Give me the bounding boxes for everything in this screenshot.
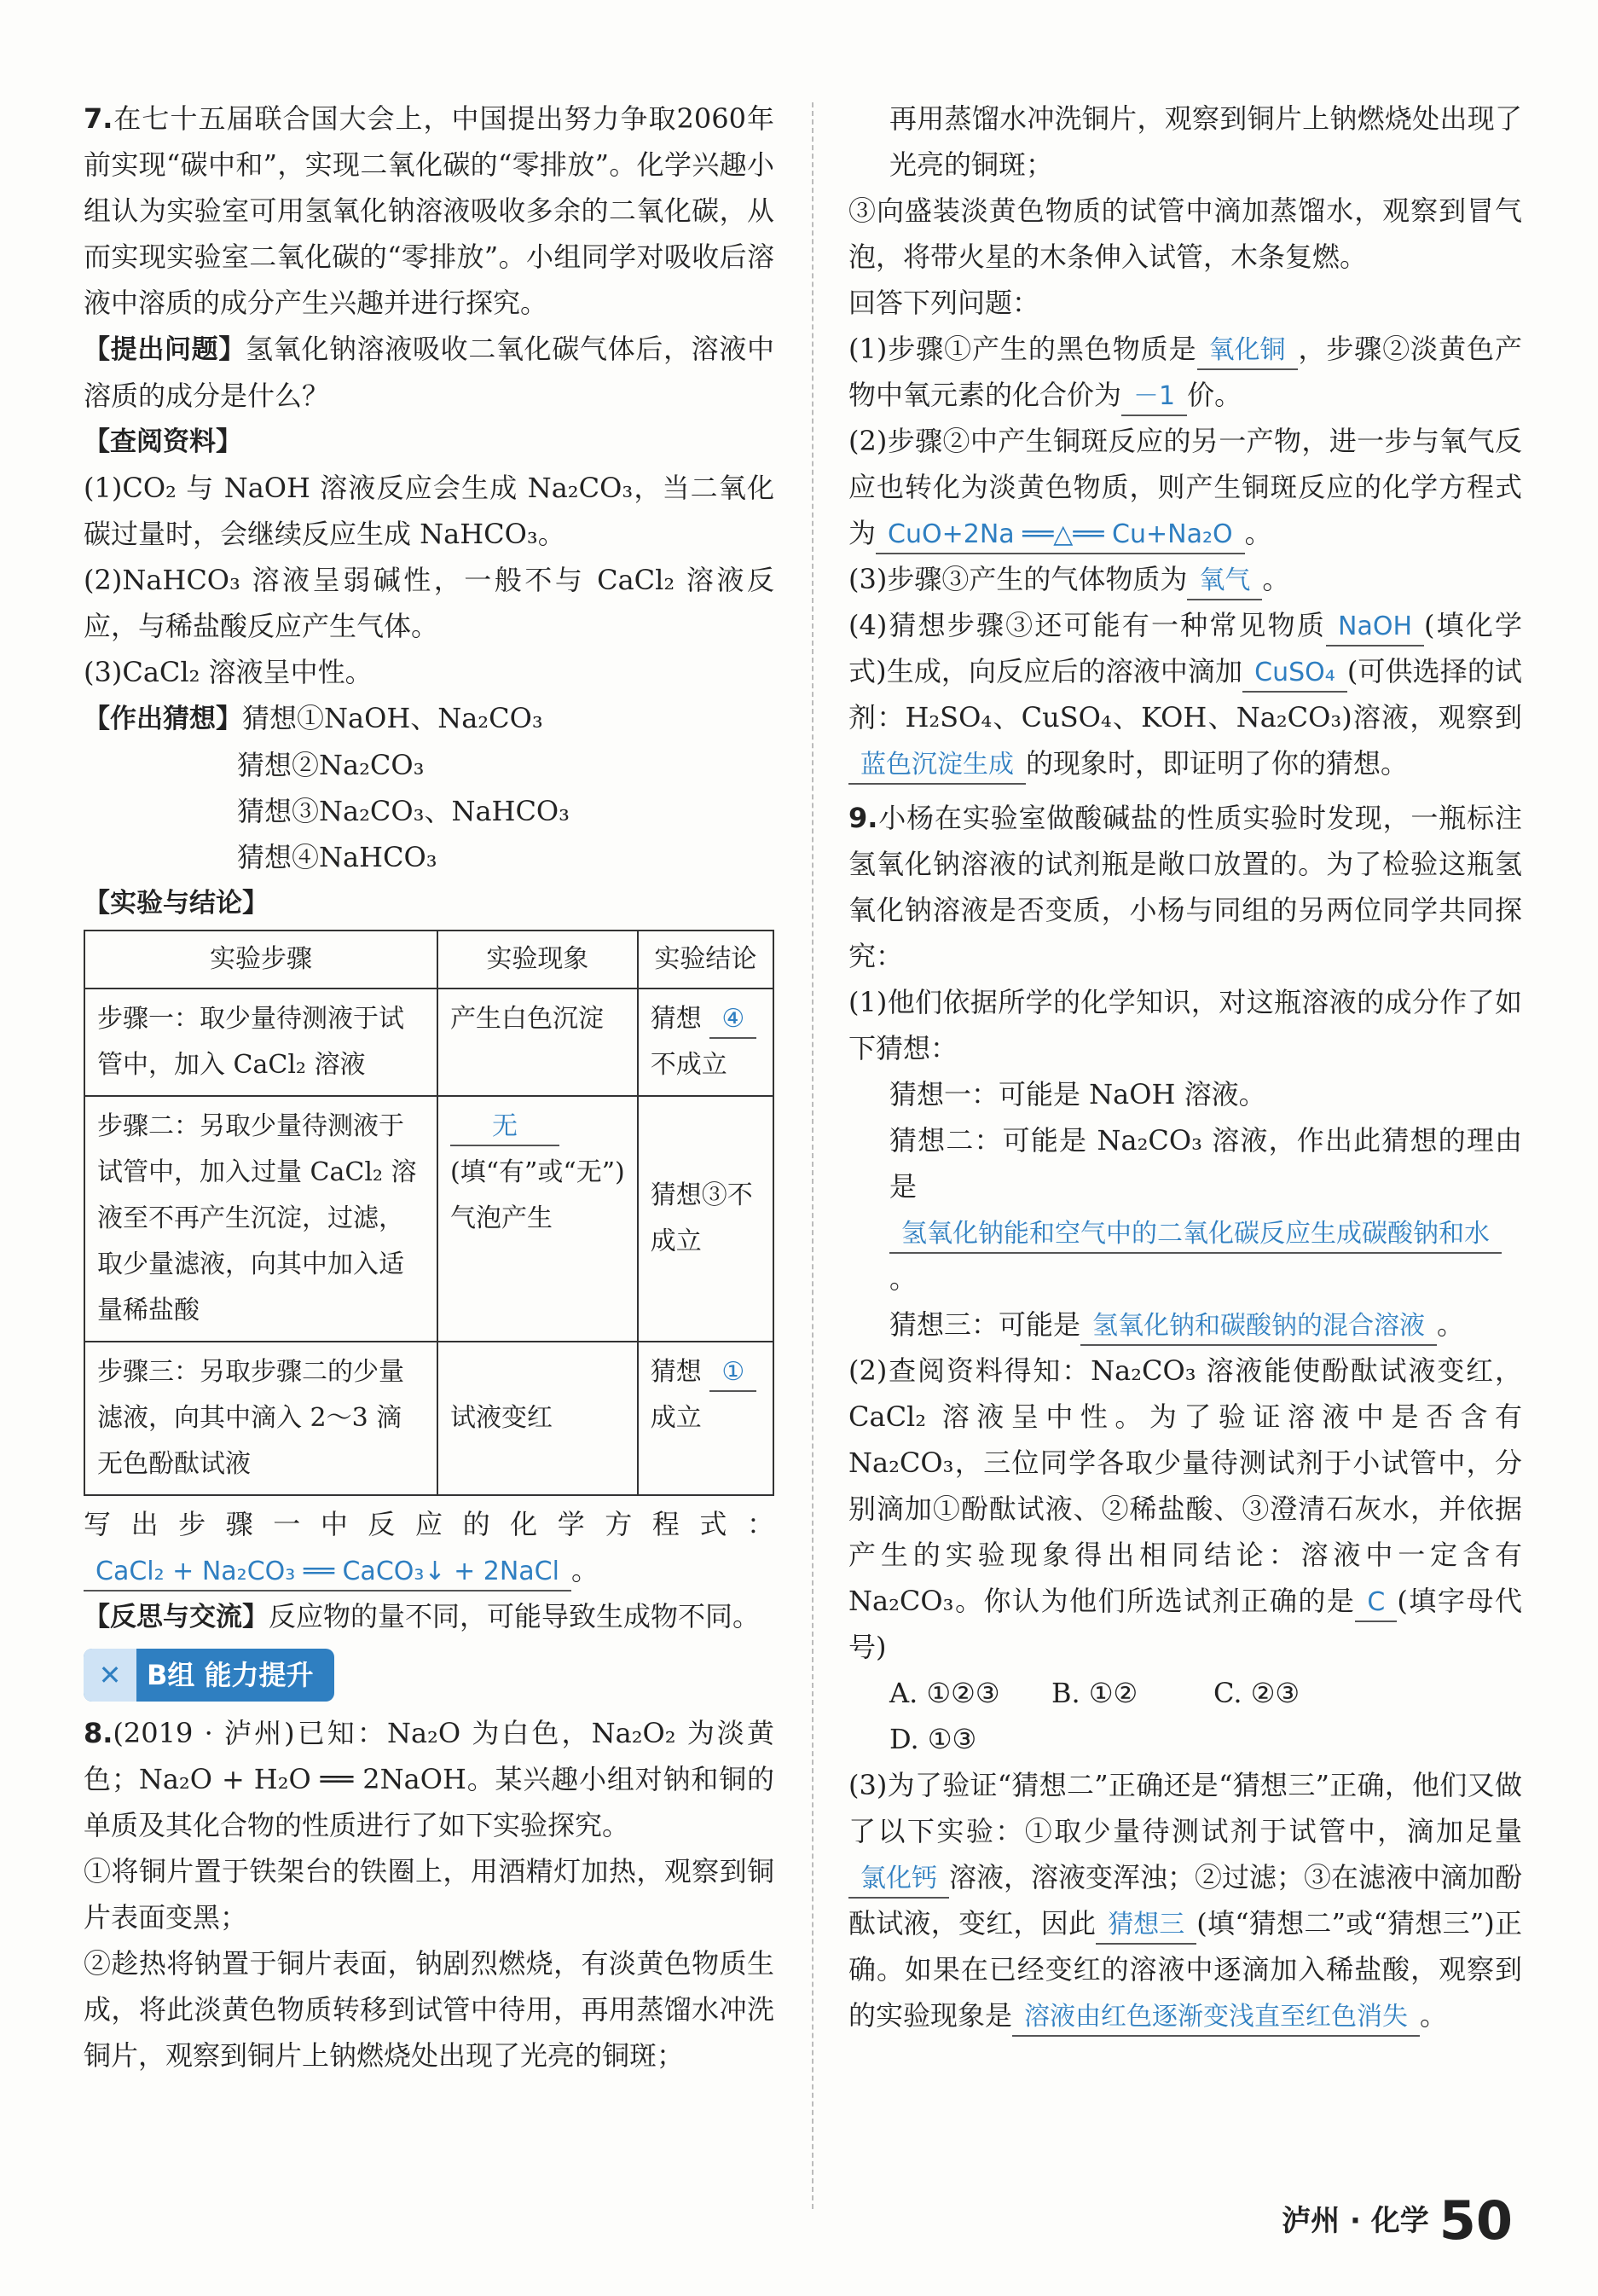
q7-guess4: 猜想④NaHCO₃ xyxy=(237,841,437,873)
q7-guess2: 猜想②Na₂CO₃ xyxy=(237,749,425,781)
table-header-observation: 实验现象 xyxy=(437,931,638,989)
q7-equation: 写出步骤一中反应的化学方程式：CaCl₂ + Na₂CO₃ ══ CaCO₃↓ + 2NaCl 。 xyxy=(84,1501,774,1593)
q9-p1: (1)他们依据所学的化学知识，对这瓶溶液的成分作了如下猜想： xyxy=(848,986,1522,1064)
answer-blank: CuO+2Na ══△══ Cu+Na₂O xyxy=(876,517,1245,554)
q8-a3: (3)步骤③产生的气体物质为 氧气 。 xyxy=(848,556,1522,602)
option-b: B. ①② xyxy=(1051,1677,1138,1709)
q8-step2-continued: 再用蒸馏水冲洗铜片，观察到铜片上钠燃烧处出现了光亮的铜斑； xyxy=(889,102,1522,181)
answer-blank: 无 xyxy=(450,1109,559,1146)
table-cell-step: 步骤三：另取步骤二的少量滤液，向其中滴入 2～3 滴无色酚酞试液 xyxy=(84,1342,437,1495)
q8-step2: ②趁热将钠置于铜片表面，钠剧烈燃烧，有淡黄色物质生成，将此淡黄色物质转移到试管中待用，再用蒸馏水冲洗铜片，观察到铜片上钠燃烧处出现了光亮的铜斑； xyxy=(84,1947,774,2072)
answer-blank: ④ xyxy=(709,1001,756,1039)
answer-blank: 氧气 xyxy=(1187,563,1262,600)
table-header-row xyxy=(84,931,773,989)
option-d: D. ①③ xyxy=(889,1723,977,1755)
table-cell-conclusion: 猜想 ① 成立 xyxy=(638,1342,773,1495)
q8-intro: 8.(2019 · 泸州)已知：Na₂O 为白色，Na₂O₂ 为淡黄色；Na₂O + H₂O ══ 2NaOH。某兴趣小组对钠和铜的单质及其化合物的性质进行了如下实验探究。 xyxy=(84,1717,774,1841)
option-c: C. ②③ xyxy=(1213,1677,1300,1709)
q7-ref-heading: 【查阅资料】 xyxy=(84,426,242,457)
table-cell-conclusion: 猜想③不成立 xyxy=(638,1096,773,1342)
table-cell-observation: 产生白色沉淀 xyxy=(437,989,638,1096)
q7-guess3: 猜想③Na₂CO₃、NaHCO₃ xyxy=(237,795,570,827)
answer-blank: 氯化钙 xyxy=(848,1861,949,1899)
table-cell-observation: 试液变红 xyxy=(437,1342,638,1495)
q9-p3: (3)为了验证“猜想二”正确还是“猜想三”正确，他们又做了以下实验：①取少量待测试剂于试管中，滴加足量氯化钙 溶液，溶液变浑浊；②过滤；③在滤液中滴加酚酞试液，变红，因此 猜想三 (填“猜想二”或“猜想三”)正确。如果在已经变红的溶液中逐滴加入稀盐酸，观察到的实验现象是 溶液由红色逐渐变浅直至红色消失 。 xyxy=(848,1762,1522,2038)
q7-ref3: (3)CaCl₂ 溶液呈中性。 xyxy=(84,656,373,688)
answer-blank: 猜想三 xyxy=(1096,1907,1196,1945)
answer-blank: －1 xyxy=(1121,379,1187,416)
q8-step3: ③向盛装淡黄色物质的试管中滴加蒸馏水，观察到冒气泡，将带火星的木条伸入试管，木条复燃。 xyxy=(848,194,1522,273)
answer-blank: C xyxy=(1355,1585,1397,1622)
q7-intro: 7.在七十五届联合国大会上，中国提出努力争取2060年前实现“碳中和”，实现二氧化碳的“零排放”。化学兴趣小组认为实验室可用氢氧化钠溶液吸收多余的二氧化碳，从而实现实验室二氧化碳的“零排放”。小组同学对吸收后溶液中溶质的成分产生兴趣并进行探究。 xyxy=(84,102,774,319)
q7-guess1: 【作出猜想】猜想①NaOH、Na₂CO₃ xyxy=(84,702,543,734)
q9-number: 9. xyxy=(848,802,878,834)
answer-blank: ① xyxy=(709,1354,756,1392)
answer-blank: 蓝色沉淀生成 xyxy=(848,747,1026,785)
q7-reflect: 【反思与交流】反应物的量不同，可能导致生成物不同。 xyxy=(84,1600,761,1632)
answer-blank: CuSO₄ xyxy=(1242,655,1347,693)
q7-exp-heading: 【实验与结论】 xyxy=(84,888,269,919)
table-row xyxy=(84,1342,773,1495)
q7-ref2: (2)NaHCO₃ 溶液呈弱碱性，一般不与 CaCl₂ 溶液反应，与稀盐酸反应产生气体。 xyxy=(84,564,774,642)
q9-guess2: 猜想二：可能是 Na₂CO₃ 溶液，作出此猜想的理由是氢氧化钠能和空气中的二氧化碳反应生成碳酸钠和水。 xyxy=(889,1124,1522,1295)
answer-blank: CaCl₂ + Na₂CO₃ ══ CaCO₃↓ + 2NaCl xyxy=(84,1554,571,1592)
q8-a2: (2)步骤②中产生铜斑反应的另一产物，进一步与氧气反应也转化为淡黄色物质，则产生铜斑反应的化学方程式为 CuO+2Na ══△══ Cu+Na₂O 。 xyxy=(848,418,1522,556)
table-row xyxy=(84,1096,773,1342)
q8-a4: (4)猜想步骤③还可能有一种常见物质 NaOH (填化学式)生成，向反应后的溶液中滴加 CuSO₄ (可供选择的试剂：H₂SO₄、CuSO₄、KOH、Na₂CO₃)溶液，观察到蓝色沉淀生成 的现象时，即证明了你的猜想。 xyxy=(848,602,1522,786)
table-row xyxy=(84,989,773,1096)
table-cell-step: 步骤一：取少量待测液于试管中，加入 CaCl₂ 溶液 xyxy=(84,989,437,1096)
answer-blank: 氢氧化钠和碳酸钠的混合溶液 xyxy=(1080,1308,1437,1346)
q7-question: 【提出问题】氢氧化钠溶液吸收二氧化碳气体后，溶液中溶质的成分是什么？ xyxy=(84,333,774,412)
section-b-banner: ✕ B组 能力提升 xyxy=(84,1649,334,1702)
table-header-step: 实验步骤 xyxy=(84,931,437,989)
left-column xyxy=(84,96,774,2072)
q9-guess1: 猜想一：可能是 NaOH 溶液。 xyxy=(889,1078,1266,1110)
q9-intro: 9.小杨在实验室做酸碱盐的性质实验时发现，一瓶标注氢氧化钠溶液的试剂瓶是敞口放置的。为了检验这瓶氢氧化钠溶液是否变质，小杨与同组的另两位同学共同探究： xyxy=(848,802,1522,972)
table-cell-step: 步骤二：另取少量待测液于试管中，加入过量 CaCl₂ 溶液至不再产生沉淀，过滤，取少量滤液，向其中加入适量稀盐酸 xyxy=(84,1096,437,1342)
experiment-table xyxy=(84,930,774,1496)
answer-blank: 溶液由红色逐渐变浅直至红色消失 xyxy=(1012,1999,1420,2037)
page-footer xyxy=(1282,2189,1513,2252)
answer-blank: 氧化铜 xyxy=(1197,333,1298,370)
q7-ref1: (1)CO₂ 与 NaOH 溶液反应会生成 Na₂CO₃，当二氧化碳过量时，会继续反应生成 NaHCO₃。 xyxy=(84,472,774,550)
option-a: A. ①②③ xyxy=(889,1677,1000,1709)
q8-step1: ①将铜片置于铁架台的铁圈上，用酒精灯加热，观察到铜片表面变黑； xyxy=(84,1855,774,1934)
footer-title: 泸州 · 化学 xyxy=(1282,2204,1429,2238)
q9-guess3: 猜想三：可能是 氢氧化钠和碳酸钠的混合溶液 。 xyxy=(848,1302,1522,1348)
answer-blank: NaOH xyxy=(1326,609,1424,646)
right-column xyxy=(848,96,1522,2038)
q9-options xyxy=(848,1670,1522,1762)
table-cell-observation: 无 (填“有”或“无”)气泡产生 xyxy=(437,1096,638,1342)
table-header-conclusion: 实验结论 xyxy=(638,931,773,989)
column-divider xyxy=(812,102,813,2209)
table-cell-conclusion: 猜想 ④ 不成立 xyxy=(638,989,773,1096)
answer-blank: 氢氧化钠能和空气中的二氧化碳反应生成碳酸钠和水 xyxy=(889,1216,1502,1254)
expand-arrows-icon: ✕ xyxy=(84,1649,136,1702)
q9-p2: (2)查阅资料得知：Na₂CO₃ 溶液能使酚酞试液变红，CaCl₂ 溶液呈中性。为了验证溶液中是否含有 Na₂CO₃，三位同学各取少量待测试剂于小试管中，分别滴加①酚酞试液、②稀盐酸、③澄清石灰水，并依据产生的实验现象得出相同结论：溶液中一定含有 Na₂CO₃。你认为他们所选试剂正确的是 C (填字母代号) xyxy=(848,1354,1522,1663)
q8-a1: (1)步骤①产生的黑色物质是 氧化铜 ，步骤②淡黄色产物中氧元素的化合价为 －1 价。 xyxy=(848,326,1522,418)
q8-answer-heading: 回答下列问题： xyxy=(848,287,1040,319)
q7-number: 7. xyxy=(84,102,113,135)
q8-number: 8. xyxy=(84,1717,113,1749)
page-number: 50 xyxy=(1439,2189,1513,2252)
